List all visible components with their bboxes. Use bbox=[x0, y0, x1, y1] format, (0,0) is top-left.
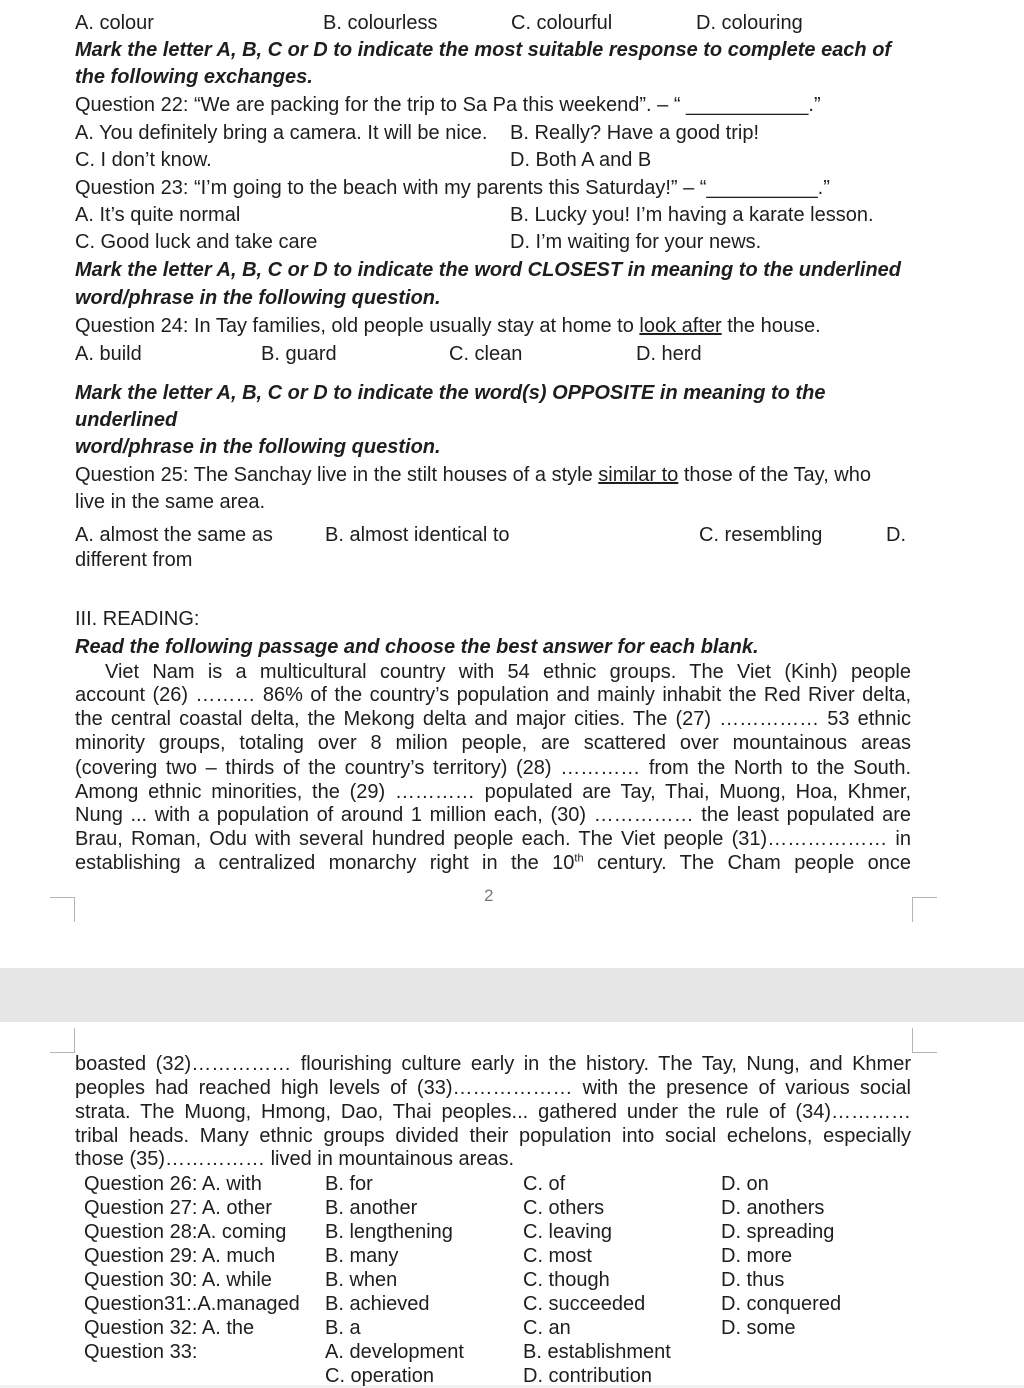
q23-option-d: D. I’m waiting for your news. bbox=[510, 231, 762, 253]
answer-q30-b: B. when bbox=[325, 1269, 398, 1291]
answer-q31-a: Question31:.A.managed bbox=[84, 1293, 300, 1315]
q24-option-b: B. guard bbox=[261, 343, 337, 365]
q25-underlined-phrase: similar to bbox=[598, 464, 679, 486]
q22-option-a: A. You definitely bring a camera. It will be nice. bbox=[75, 122, 488, 144]
q21-option-a: A. colour bbox=[75, 12, 154, 34]
answer-q26-c: C. of bbox=[523, 1173, 566, 1195]
section-heading-exchange: Mark the letter A, B, C or D to indicate the most suitable response to complete each of bbox=[75, 39, 892, 61]
passage2-line-1: boasted (32)…………… flourishing culture early in the history. The Tay, Nung, and Khmer bbox=[75, 1053, 911, 1075]
section-heading-exchange-l2: the following exchanges. bbox=[75, 66, 313, 88]
page-gap bbox=[0, 968, 1024, 1022]
answer-q30-c: C. though bbox=[523, 1269, 610, 1291]
question-24-stem bbox=[75, 314, 911, 338]
q23-option-a: A. It’s quite normal bbox=[75, 204, 241, 226]
passage-line-7: Nung ... with a population of around 1 million each, (30) …………… the least populated are bbox=[75, 804, 911, 826]
passage2-line-5: those (35)…………… lived in mountainous areas. bbox=[75, 1148, 515, 1170]
answer-q32-b: B. a bbox=[325, 1317, 361, 1339]
passage-line-2: account (26) ……… 86% of the country’s population and mainly inhabit the Red River delta, bbox=[75, 684, 911, 706]
answer-q32-a: Question 32: A. the bbox=[84, 1317, 255, 1339]
q23-option-b: B. Lucky you! I’m having a karate lesson. bbox=[510, 204, 874, 226]
document-page-2 bbox=[0, 1022, 1024, 1385]
passage-line-9-post: century. The Cham people once bbox=[583, 852, 911, 874]
q24-option-d: D. herd bbox=[636, 343, 702, 365]
passage-line-9-pre: establishing a centralized monarchy right in the 10 bbox=[75, 852, 575, 874]
q24-option-a: A. build bbox=[75, 343, 142, 365]
answer-q26-a: Question 26: A. with bbox=[84, 1173, 262, 1195]
section-heading-opposite-l3: word/phrase in the following question. bbox=[75, 436, 441, 458]
answer-q27-a: Question 27: A. other bbox=[84, 1197, 272, 1219]
passage2-line-2: peoples had reached high levels of (33)……………… with the presence of various social bbox=[75, 1077, 911, 1099]
answer-q29-d: D. more bbox=[721, 1245, 793, 1267]
answer-q27-c: C. others bbox=[523, 1197, 605, 1219]
answer-q33-d: D. contribution bbox=[523, 1365, 652, 1387]
answer-q31-b: B. achieved bbox=[325, 1293, 430, 1315]
crop-mark-top-right bbox=[912, 1028, 937, 1053]
answer-q33-label: Question 33: bbox=[84, 1341, 198, 1363]
answer-q27-d: D. anothers bbox=[721, 1197, 825, 1219]
passage-line-9 bbox=[75, 851, 911, 875]
q24-stem-post: the house. bbox=[721, 315, 821, 337]
answer-q31-c: C. succeeded bbox=[523, 1293, 646, 1315]
question-22-stem: Question 22: “We are packing for the trip to Sa Pa this weekend”. – “ ___________.” bbox=[75, 94, 821, 116]
section-heading-opposite-l2: underlined bbox=[75, 409, 178, 431]
answer-q30-d: D. thus bbox=[721, 1269, 785, 1291]
answer-q28-d: D. spreading bbox=[721, 1221, 835, 1243]
crop-mark-bottom-left bbox=[50, 897, 75, 922]
answer-q29-a: Question 29: A. much bbox=[84, 1245, 276, 1267]
q24-option-c: C. clean bbox=[449, 343, 523, 365]
answer-q29-c: C. most bbox=[523, 1245, 592, 1267]
section-heading-closest: Mark the letter A, B, C or D to indicate the word CLOSEST in meaning to the underlined bbox=[75, 259, 901, 281]
question-25-stem bbox=[75, 463, 911, 487]
q21-option-d: D. colouring bbox=[696, 12, 803, 34]
q24-stem-pre: Question 24: In Tay families, old people usually stay at home to bbox=[75, 315, 640, 337]
q23-option-c: C. Good luck and take care bbox=[75, 231, 318, 253]
section-heading-closest-l2: word/phrase in the following question. bbox=[75, 287, 441, 309]
answer-q33-c: C. operation bbox=[325, 1365, 434, 1387]
answer-q28-c: C. leaving bbox=[523, 1221, 612, 1243]
reading-section-title: III. READING: bbox=[75, 608, 200, 630]
answer-q27-b: B. another bbox=[325, 1197, 418, 1219]
q25-option-a: A. almost the same as bbox=[75, 524, 273, 546]
section-heading-opposite: Mark the letter A, B, C or D to indicate the word(s) OPPOSITE in meaning to the bbox=[75, 382, 826, 404]
passage-line-3: the central coastal delta, the Mekong delta and major cities. The (27) …………… 53 ethnic bbox=[75, 708, 911, 730]
q22-option-b: B. Really? Have a good trip! bbox=[510, 122, 760, 144]
answer-q26-b: B. for bbox=[325, 1173, 373, 1195]
q22-option-c: C. I don’t know. bbox=[75, 149, 212, 171]
reading-instruction: Read the following passage and choose the best answer for each blank. bbox=[75, 636, 759, 658]
answer-q32-c: C. an bbox=[523, 1317, 571, 1339]
q25-option-d-text: different from bbox=[75, 549, 193, 571]
answer-q28-b: B. lengthening bbox=[325, 1221, 453, 1243]
q25-option-d-label: D. bbox=[886, 524, 906, 546]
q25-stem-pre: Question 25: The Sanchay live in the stilt houses of a style bbox=[75, 464, 599, 486]
q25-option-c: C. resembling bbox=[699, 524, 823, 546]
passage-line-4: minority groups, totaling over 8 milion people, are scattered over mountainous areas bbox=[75, 732, 911, 754]
answer-q33-a: A. development bbox=[325, 1341, 464, 1363]
q25-stem-post: those of the Tay, who bbox=[678, 464, 871, 486]
answer-q26-d: D. on bbox=[721, 1173, 769, 1195]
answer-q31-d: D. conquered bbox=[721, 1293, 842, 1315]
passage-line-1: Viet Nam is a multicultural country with 54 ethnic groups. The Viet (Kinh) people bbox=[105, 661, 911, 683]
question-23-stem: Question 23: “I’m going to the beach with my parents this Saturday!” – “__________.” bbox=[75, 177, 830, 199]
passage-line-8: Brau, Roman, Odu with several hundred people each. The Viet people (31)……………… in bbox=[75, 828, 911, 850]
q24-underlined-phrase: look after bbox=[639, 315, 722, 337]
superscript-th: th bbox=[574, 852, 584, 865]
crop-mark-bottom-right bbox=[912, 897, 937, 922]
passage2-line-3: strata. The Muong, Hmong, Dao, Thai peoples... gathered under the rule of (34)………… bbox=[75, 1101, 911, 1123]
answer-q28-a: Question 28:A. coming bbox=[84, 1221, 287, 1243]
passage2-line-4: tribal heads. Many ethnic groups divided their population into social echelons, especially bbox=[75, 1125, 911, 1147]
q21-option-b: B. colourless bbox=[323, 12, 438, 34]
answer-q33-b: B. establishment bbox=[523, 1341, 671, 1363]
page-number: 2 bbox=[484, 886, 494, 905]
q25-option-b: B. almost identical to bbox=[325, 524, 510, 546]
passage-line-5: (covering two – thirds of the country’s territory) (28) ………… from the North to the South. bbox=[75, 757, 911, 779]
answer-q32-d: D. some bbox=[721, 1317, 796, 1339]
q21-option-c: C. colourful bbox=[511, 12, 613, 34]
passage-line-6: Among ethnic minorities, the (29) ………… populated are Tay, Thai, Muong, Hoa, Khmer, bbox=[75, 781, 911, 803]
crop-mark-top-left bbox=[50, 1028, 75, 1053]
question-25-stem-l2: live in the same area. bbox=[75, 491, 266, 513]
q22-option-d: D. Both A and B bbox=[510, 149, 652, 171]
answer-q30-a: Question 30: A. while bbox=[84, 1269, 272, 1291]
answer-q29-b: B. many bbox=[325, 1245, 399, 1267]
